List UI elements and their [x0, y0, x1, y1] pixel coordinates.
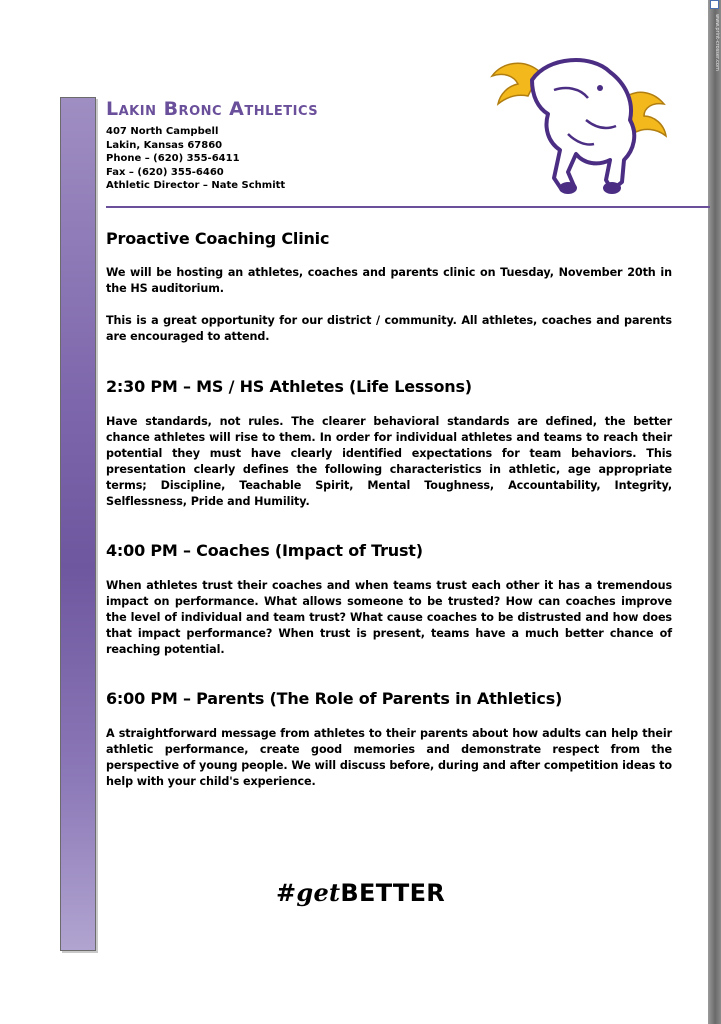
app-icon [710, 0, 719, 9]
decorative-side-bar [60, 97, 96, 951]
clinic-intro-1: We will be hosting an athletes, coaches and parents clinic on Tuesday, November 20th in the HS auditorium. [106, 266, 672, 295]
tagline [0, 878, 721, 907]
address-line-2: Lakin, Kansas 67860 [106, 139, 223, 151]
tagline-get: get [296, 878, 341, 907]
session-2-body: When athletes trust their coaches and when teams trust each other it has a tremendous impact on performance. What allows someone to be trusted? How can coaches improve the level of individual and team trust? What cause coaches to be distrusted and how does that impact performance? When trust is present, teams have a much better chance of reaching potential. [106, 579, 672, 656]
scrollbar-strip[interactable] [708, 0, 721, 1024]
tagline-hash: # [275, 879, 297, 907]
strip-text: www.print-crosser.com [714, 14, 720, 71]
session-1-heading: 2:30 PM – MS / HS Athletes (Life Lessons) [106, 377, 472, 396]
bronc-mascot-logo [488, 50, 676, 200]
main-content [106, 228, 672, 790]
session-1-body: Have standards, not rules. The clearer behavioral standards are defined, the better chance athletes will rise to them. In order for individual athletes and teams to reach their potential they must have clearly identified expectations for team behaviors. This presentation clearly defines the following characteristics in athletic, age appropriate terms; Discipline, Teachable Spirit, Mental Toughness, Accountability, Integrity, Selflessness, Pride and Humility. [106, 415, 672, 508]
header-divider [106, 206, 710, 208]
tagline-better: BETTER [340, 879, 446, 907]
clinic-intro-2: This is a great opportunity for our district / community. All athletes, coaches and parents are encouraged to attend. [106, 314, 672, 343]
phone-line: Phone – (620) 355-6411 [106, 153, 240, 165]
page-title: Lakin Bronc Athletics [106, 98, 319, 120]
fax-line: Fax – (620) 355-6460 [106, 166, 224, 178]
athletic-director-line: Athletic Director – Nate Schmitt [106, 180, 286, 192]
session-3-heading: 6:00 PM – Parents (The Role of Parents in Athletics) [106, 689, 563, 708]
session-3-body: A straightforward message from athletes to their parents about how adults can help their athletic performance, create good memories and demonstrate respect from the perspective of young people. We will discuss before, during and after competition ideas to help with your child's experience. [106, 727, 672, 788]
contact-block [106, 125, 285, 193]
clinic-title: Proactive Coaching Clinic [106, 229, 330, 248]
session-2-heading: 4:00 PM – Coaches (Impact of Trust) [106, 541, 423, 560]
address-line-1: 407 North Campbell [106, 126, 219, 137]
